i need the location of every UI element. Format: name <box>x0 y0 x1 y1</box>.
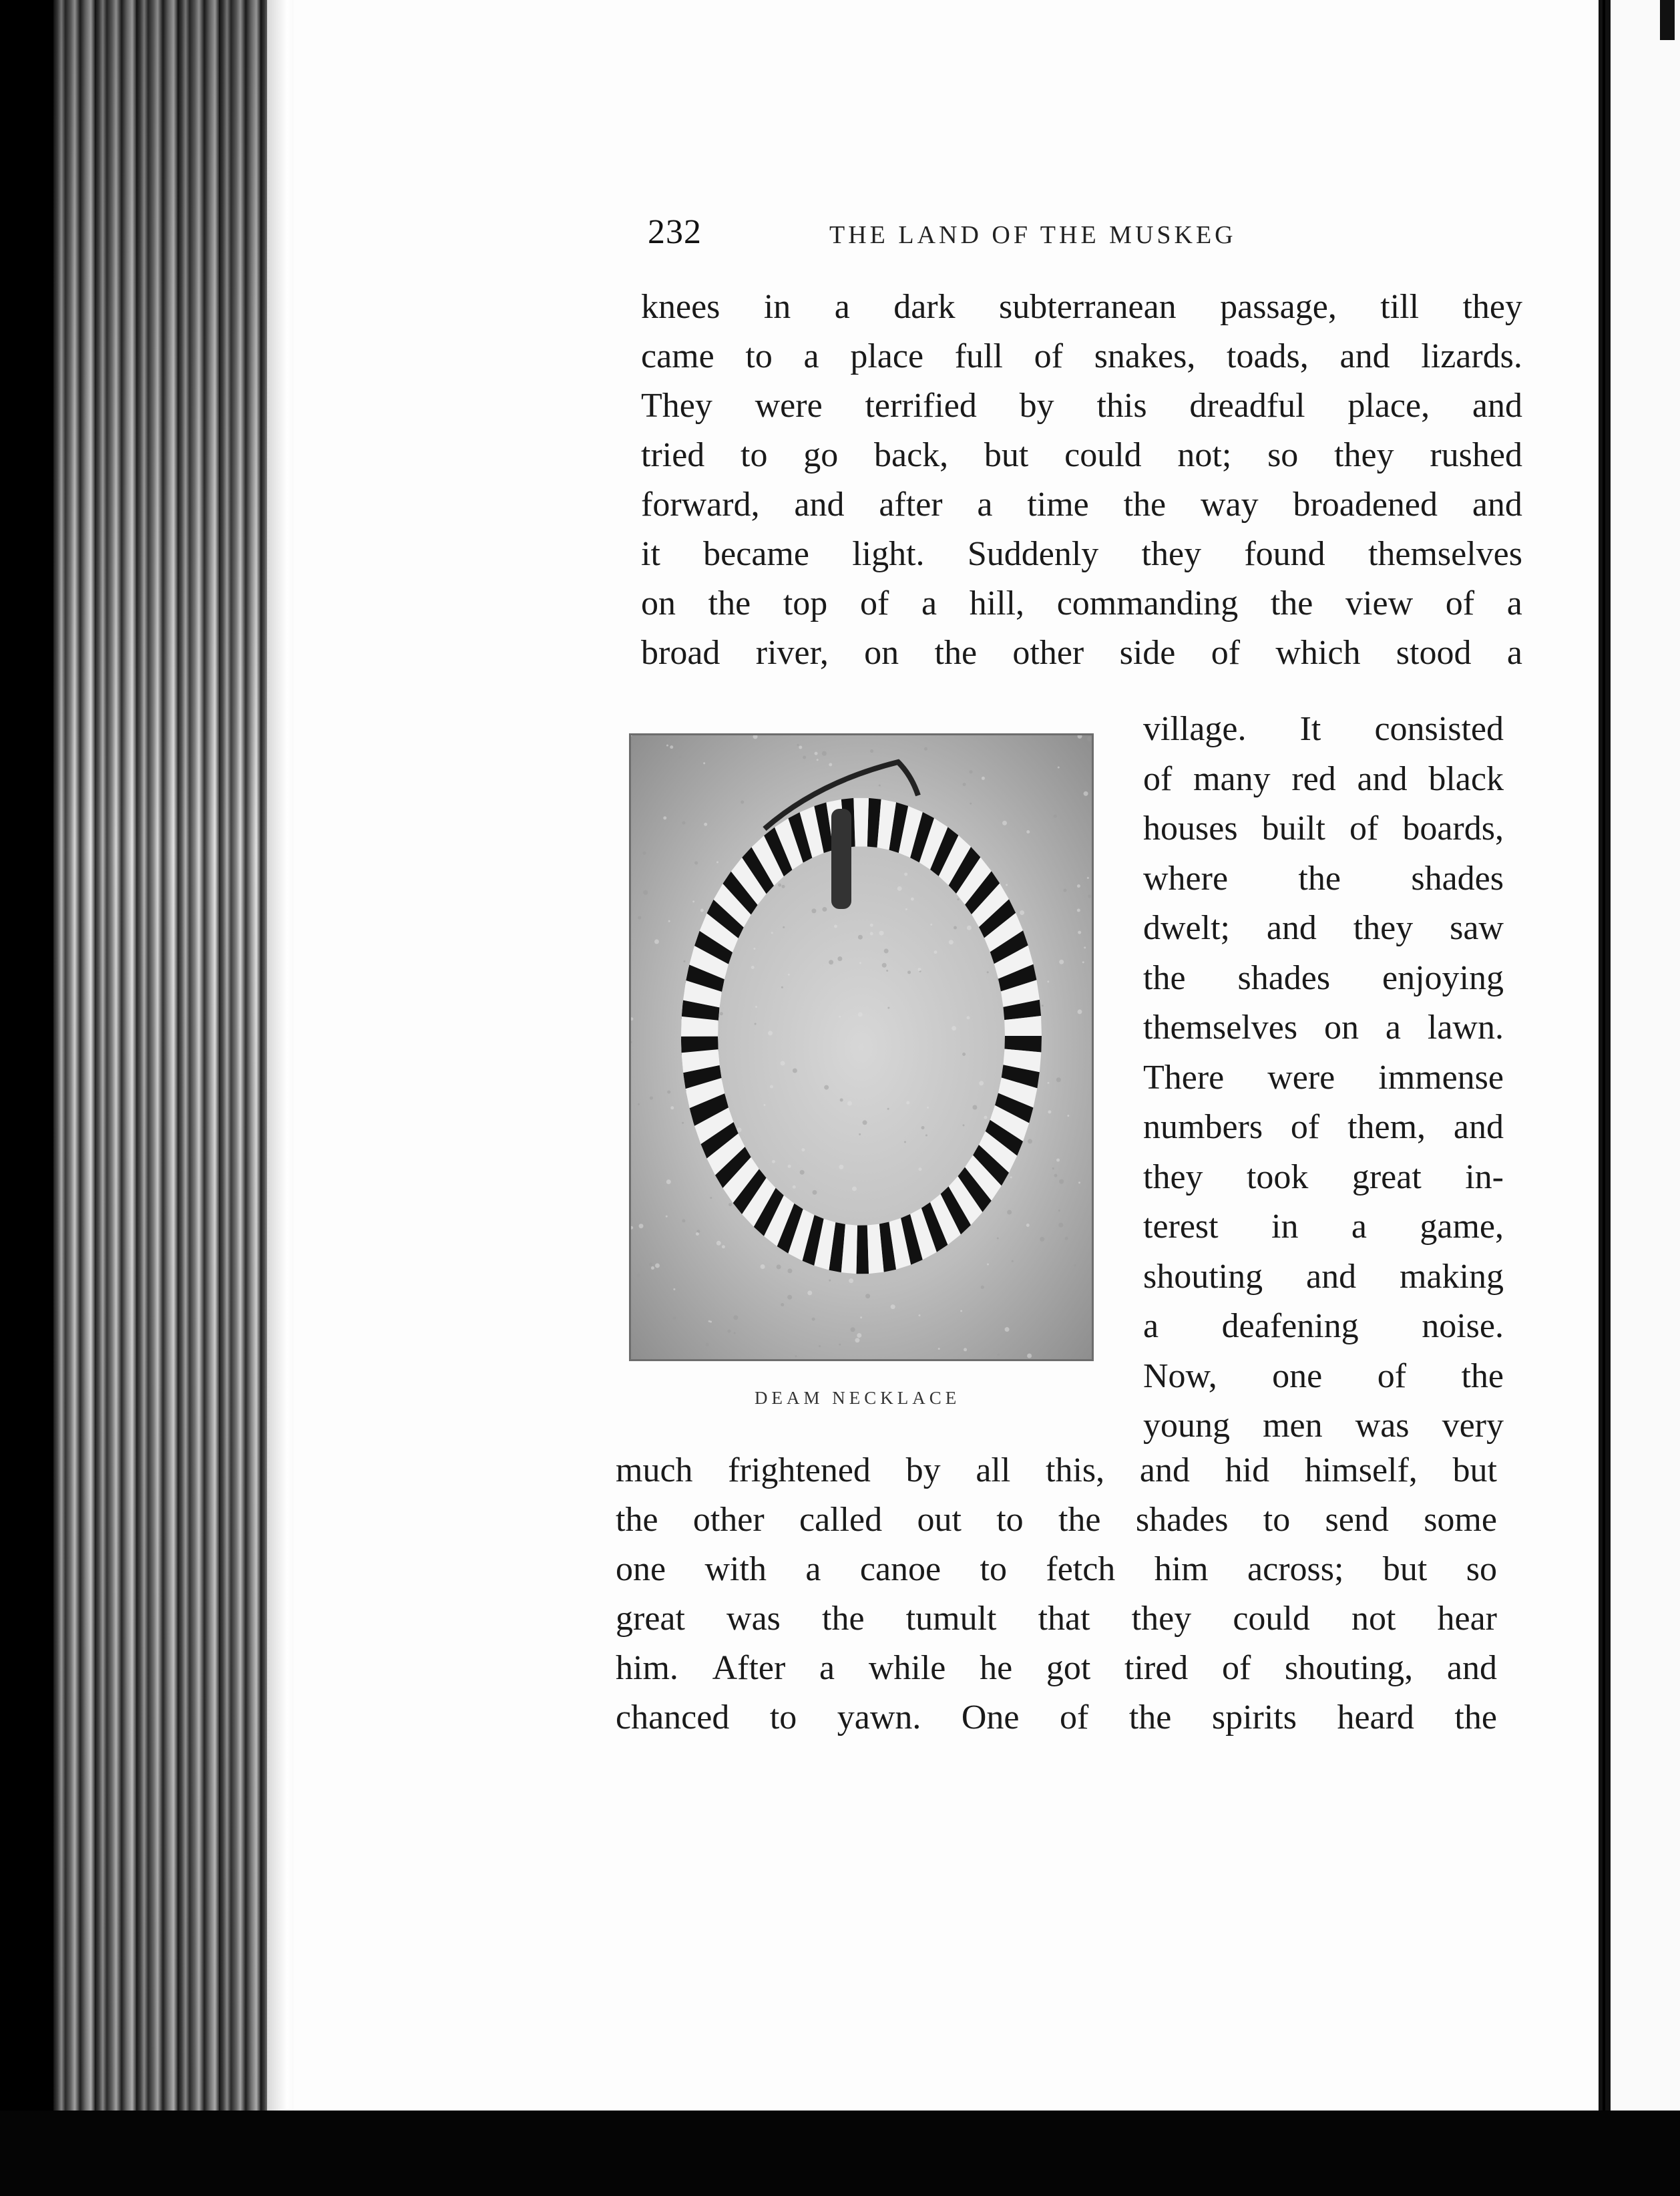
photo-grain <box>1052 1167 1054 1169</box>
photo-grain <box>870 749 873 753</box>
photo-grain <box>728 1203 732 1206</box>
text-line: village. It consisted <box>1143 710 1504 748</box>
photo-grain <box>1078 735 1082 739</box>
photo-grain <box>817 759 819 761</box>
photo-grain <box>649 1263 652 1266</box>
necklace-photograph <box>629 733 1094 1361</box>
photo-grain <box>905 908 907 910</box>
photo-grain <box>783 926 785 928</box>
photo-grain <box>1042 1004 1044 1006</box>
photo-grain <box>655 1263 660 1268</box>
photo-grain <box>906 1101 909 1105</box>
necklace-image <box>631 735 1092 1359</box>
photo-grain <box>631 1226 633 1230</box>
photo-grain <box>979 1081 984 1085</box>
photo-grain <box>860 1316 862 1318</box>
scan-mark <box>1660 0 1675 40</box>
photo-grain <box>700 909 704 912</box>
photo-grain <box>631 1017 633 1021</box>
scan-bottom-border <box>0 2111 1680 2196</box>
photo-grain <box>797 744 799 746</box>
photo-grain <box>840 1099 843 1102</box>
photo-grain <box>755 1006 757 1008</box>
photo-grain <box>673 1316 676 1320</box>
figure-caption: DEAM NECKLACE <box>755 1388 961 1408</box>
photo-grain <box>710 1197 712 1199</box>
photo-grain <box>938 1348 940 1350</box>
photo-grain <box>1048 1082 1050 1084</box>
photo-grain <box>879 931 884 936</box>
photo-grain <box>829 1280 831 1282</box>
photo-grain <box>787 1295 792 1300</box>
photo-grain <box>722 1245 725 1248</box>
photo-grain <box>865 1294 870 1298</box>
photo-grain <box>1026 1224 1030 1227</box>
photo-grain <box>706 1343 709 1346</box>
photo-grain <box>924 747 927 751</box>
photo-grain <box>737 1127 742 1132</box>
photo-grain <box>870 924 873 927</box>
photo-grain <box>904 872 907 876</box>
photo-grain <box>1047 980 1049 982</box>
photo-grain <box>952 1026 956 1031</box>
text-line: There were immense <box>1143 1058 1504 1097</box>
photo-grain <box>1065 1237 1068 1240</box>
photo-grain <box>768 1031 773 1035</box>
photo-grain <box>683 960 685 962</box>
photo-grain <box>859 1133 861 1135</box>
photo-grain <box>1012 1260 1014 1262</box>
photo-grain <box>1007 1210 1012 1214</box>
photo-grain <box>753 948 755 950</box>
photo-grain <box>1006 884 1008 886</box>
text-line: forward, and after a time the way broadened and <box>641 486 1522 524</box>
photo-grain <box>704 823 707 826</box>
photo-grain <box>638 1103 640 1105</box>
photo-grain <box>642 852 646 855</box>
photo-grain <box>960 1310 962 1312</box>
photo-grain <box>1078 1181 1080 1183</box>
photo-grain <box>918 1314 920 1316</box>
photo-grain <box>813 1190 817 1195</box>
photo-grain <box>664 1333 669 1338</box>
photo-grain <box>793 1185 796 1189</box>
photo-grain <box>800 1170 805 1175</box>
text-line: chanced to yawn. One of the spirits heard the <box>616 1698 1497 1736</box>
text-line: one with a canoe to fetch him across; but so <box>616 1550 1497 1588</box>
photo-grain <box>777 1264 781 1269</box>
photo-grain <box>1078 931 1081 934</box>
photo-grain <box>822 907 827 912</box>
photo-grain <box>1058 767 1060 769</box>
photo-grain <box>964 1348 967 1351</box>
photo-grain <box>829 960 833 964</box>
photo-grain <box>907 970 911 974</box>
photo-grain <box>970 803 972 805</box>
photo-grain <box>772 1160 775 1163</box>
photo-grain <box>917 968 921 971</box>
photo-grain <box>1088 894 1091 898</box>
photo-grain <box>927 1107 929 1109</box>
photo-grain <box>1084 791 1088 796</box>
photo-grain <box>799 745 802 749</box>
photo-grain <box>1020 910 1024 915</box>
photo-grain <box>839 1016 841 1018</box>
photo-grain <box>751 966 755 969</box>
photo-grain <box>837 956 842 961</box>
text-line: they took great in- <box>1143 1157 1504 1196</box>
photo-grain <box>1059 960 1064 964</box>
photo-grain <box>987 1263 989 1265</box>
photo-grain <box>663 816 666 819</box>
photo-grain <box>716 862 718 864</box>
photo-grain <box>963 783 966 786</box>
photo-grain <box>962 1053 966 1056</box>
photo-grain <box>1077 884 1080 888</box>
photo-grain <box>829 763 832 766</box>
photo-grain <box>957 898 959 900</box>
photo-grain <box>1084 946 1086 948</box>
photo-grain <box>788 1165 791 1168</box>
photo-grain <box>998 1354 1000 1356</box>
text-line: on the top of a hill, commanding the view of a <box>641 584 1522 622</box>
necklace-bead <box>853 798 869 847</box>
necklace-tassel <box>831 809 851 909</box>
photo-grain <box>631 735 632 737</box>
photo-grain <box>733 1315 738 1320</box>
text-line: came to a place full of snakes, toads, and lizards. <box>641 337 1522 375</box>
photo-grain <box>670 1106 674 1109</box>
text-line: dwelt; and they saw <box>1143 909 1504 947</box>
photo-grain <box>1005 1327 1010 1332</box>
photo-grain <box>859 962 861 964</box>
photo-grain <box>770 1085 773 1089</box>
text-line: tried to go back, but could not; so they rushed <box>641 436 1522 474</box>
photo-grain <box>1028 1139 1032 1143</box>
photo-grain <box>857 1333 861 1338</box>
photo-grain <box>887 1006 889 1009</box>
text-line: the other called out to the shades to send some <box>616 1501 1497 1539</box>
photo-grain <box>807 1290 812 1295</box>
photo-grain <box>1067 1115 1069 1117</box>
photo-grain <box>911 898 914 901</box>
photo-grain <box>654 939 659 944</box>
photo-grain <box>855 1338 859 1342</box>
photo-grain <box>1002 821 1007 826</box>
photo-grain <box>925 1134 927 1136</box>
photo-grain <box>1087 737 1092 741</box>
photo-grain <box>858 935 863 940</box>
photo-grain <box>882 963 887 968</box>
photo-grain <box>834 925 837 928</box>
photo-grain <box>930 924 932 926</box>
photo-grain <box>847 1101 852 1106</box>
photo-grain <box>720 1012 723 1015</box>
text-line: the shades enjoying <box>1143 958 1504 997</box>
photo-grain <box>1054 1174 1057 1177</box>
photo-grain <box>763 1104 765 1106</box>
photo-grain <box>870 932 873 935</box>
facing-page-edge <box>1605 0 1680 2121</box>
photo-grain <box>886 970 888 972</box>
photo-grain <box>962 1124 964 1126</box>
photo-grain <box>1059 1179 1064 1184</box>
photo-grain <box>981 1286 984 1289</box>
photo-grain <box>639 1224 644 1228</box>
photo-grain <box>668 920 670 922</box>
photo-grain <box>918 1167 921 1171</box>
photo-grain <box>803 756 806 759</box>
photo-grain <box>1058 1223 1063 1228</box>
text-line: numbers of them, and <box>1143 1108 1504 1146</box>
photo-grain <box>734 1332 736 1334</box>
photo-grain <box>631 1041 632 1043</box>
page-block-edge <box>53 0 294 2117</box>
photo-grain <box>788 974 790 976</box>
photo-grain <box>741 800 744 803</box>
photo-grain <box>1026 830 1030 834</box>
photo-grain <box>984 1116 987 1119</box>
photo-grain <box>650 1097 653 1100</box>
photo-grain <box>863 1120 867 1125</box>
photo-grain <box>1027 1353 1032 1358</box>
photo-grain <box>812 1318 815 1321</box>
text-line: it became light. Suddenly they found themselves <box>641 535 1522 573</box>
photo-grain <box>795 1355 797 1357</box>
photo-grain <box>904 1141 906 1143</box>
photo-grain <box>753 735 758 739</box>
photo-grain <box>819 1345 821 1347</box>
photo-grain <box>879 784 881 786</box>
photo-grain <box>1056 1158 1060 1161</box>
photo-grain <box>839 1344 841 1346</box>
text-line: much frightened by all this, and hid himself, but <box>616 1451 1497 1489</box>
photo-grain <box>682 1219 685 1222</box>
running-head: THE LAND OF THE MUSKEG <box>829 221 1237 249</box>
necklace-dark-band <box>856 1226 869 1274</box>
photo-grain <box>703 762 705 764</box>
photo-grain <box>954 926 957 929</box>
photo-grain <box>666 1179 671 1184</box>
photo-grain <box>972 1105 977 1109</box>
photo-grain <box>666 745 668 747</box>
photo-grain <box>897 886 902 891</box>
photo-grain <box>1078 1009 1082 1014</box>
text-line: knees in a dark subterranean passage, till they <box>641 288 1522 326</box>
photo-grain <box>839 1165 843 1169</box>
photo-grain <box>696 1232 699 1236</box>
photo-grain <box>934 950 937 954</box>
photo-grain <box>679 756 681 758</box>
photo-grain <box>815 752 818 755</box>
photo-grain <box>651 1266 654 1270</box>
photo-grain <box>967 926 972 930</box>
photo-grain <box>1040 1237 1044 1242</box>
photo-grain <box>666 738 671 743</box>
photo-grain <box>849 1278 853 1283</box>
photo-grain <box>793 1069 797 1073</box>
photo-grain <box>1048 1110 1051 1113</box>
photo-grain <box>921 1126 925 1129</box>
photo-grain <box>694 862 698 865</box>
photo-grain <box>1056 1077 1061 1082</box>
photo-grain <box>1054 815 1057 818</box>
photo-grain <box>781 986 783 988</box>
text-line: where the shades <box>1143 859 1504 898</box>
photo-grain <box>801 1148 805 1151</box>
photo-grain <box>666 1216 668 1218</box>
photo-grain <box>987 971 989 973</box>
photo-grain <box>638 916 641 920</box>
photo-grain <box>782 885 785 888</box>
photo-grain <box>1074 1264 1076 1266</box>
photo-grain <box>673 1288 675 1290</box>
photo-grain <box>997 1238 999 1240</box>
text-line: a deafening noise. <box>1143 1307 1504 1345</box>
text-line: broad river, on the other side of which stood a <box>641 634 1522 672</box>
photo-grain <box>1087 877 1089 879</box>
photo-grain <box>682 1122 684 1124</box>
photo-grain <box>781 1303 784 1306</box>
photo-grain <box>643 890 648 895</box>
photo-grain <box>851 1327 855 1332</box>
photo-grain <box>967 1016 970 1019</box>
text-line: terest in a game, <box>1143 1208 1504 1246</box>
photo-grain <box>727 1330 730 1333</box>
text-line: Now, one of the <box>1143 1356 1504 1395</box>
page-number: 232 <box>648 213 702 251</box>
photo-grain <box>716 1241 721 1246</box>
photo-grain <box>1082 961 1084 963</box>
photo-grain <box>637 1274 640 1277</box>
photo-grain <box>822 751 827 756</box>
text-line: They were terrified by this dreadful place, and <box>641 387 1522 425</box>
text-line: houses built of boards, <box>1143 809 1504 848</box>
photo-grain <box>682 821 685 824</box>
photo-grain <box>858 1012 863 1017</box>
photo-grain <box>755 1023 757 1025</box>
photo-grain <box>887 1108 889 1110</box>
photo-grain <box>1010 1176 1012 1178</box>
text-line: of many red and black <box>1143 759 1504 798</box>
text-line: him. After a while he got tired of shouting, and <box>616 1649 1497 1687</box>
photo-grain <box>761 1264 765 1269</box>
photo-grain <box>970 770 973 773</box>
text-line: shouting and making <box>1143 1257 1504 1296</box>
photo-grain <box>692 900 694 902</box>
photo-grain <box>787 1268 792 1273</box>
photo-grain <box>781 1061 785 1066</box>
photo-grain <box>949 940 954 944</box>
photo-grain <box>1058 1210 1060 1212</box>
photo-grain <box>852 1186 857 1191</box>
photo-grain <box>710 1321 712 1323</box>
photo-grain <box>670 745 673 749</box>
text-line: themselves on a lawn. <box>1143 1009 1504 1047</box>
photo-grain <box>982 777 985 780</box>
text-line: young men was very <box>1143 1407 1504 1445</box>
photo-grain <box>771 932 773 934</box>
photo-grain <box>667 1091 670 1094</box>
page-header <box>648 212 1369 252</box>
photo-grain <box>1063 889 1066 892</box>
photo-grain <box>778 884 781 887</box>
photo-grain <box>884 948 889 953</box>
photo-grain <box>891 1304 895 1309</box>
photo-grain <box>1077 908 1080 912</box>
photo-grain <box>811 908 816 913</box>
text-line: great was the tumult that they could not hear <box>616 1600 1497 1638</box>
photo-grain <box>824 1085 829 1090</box>
